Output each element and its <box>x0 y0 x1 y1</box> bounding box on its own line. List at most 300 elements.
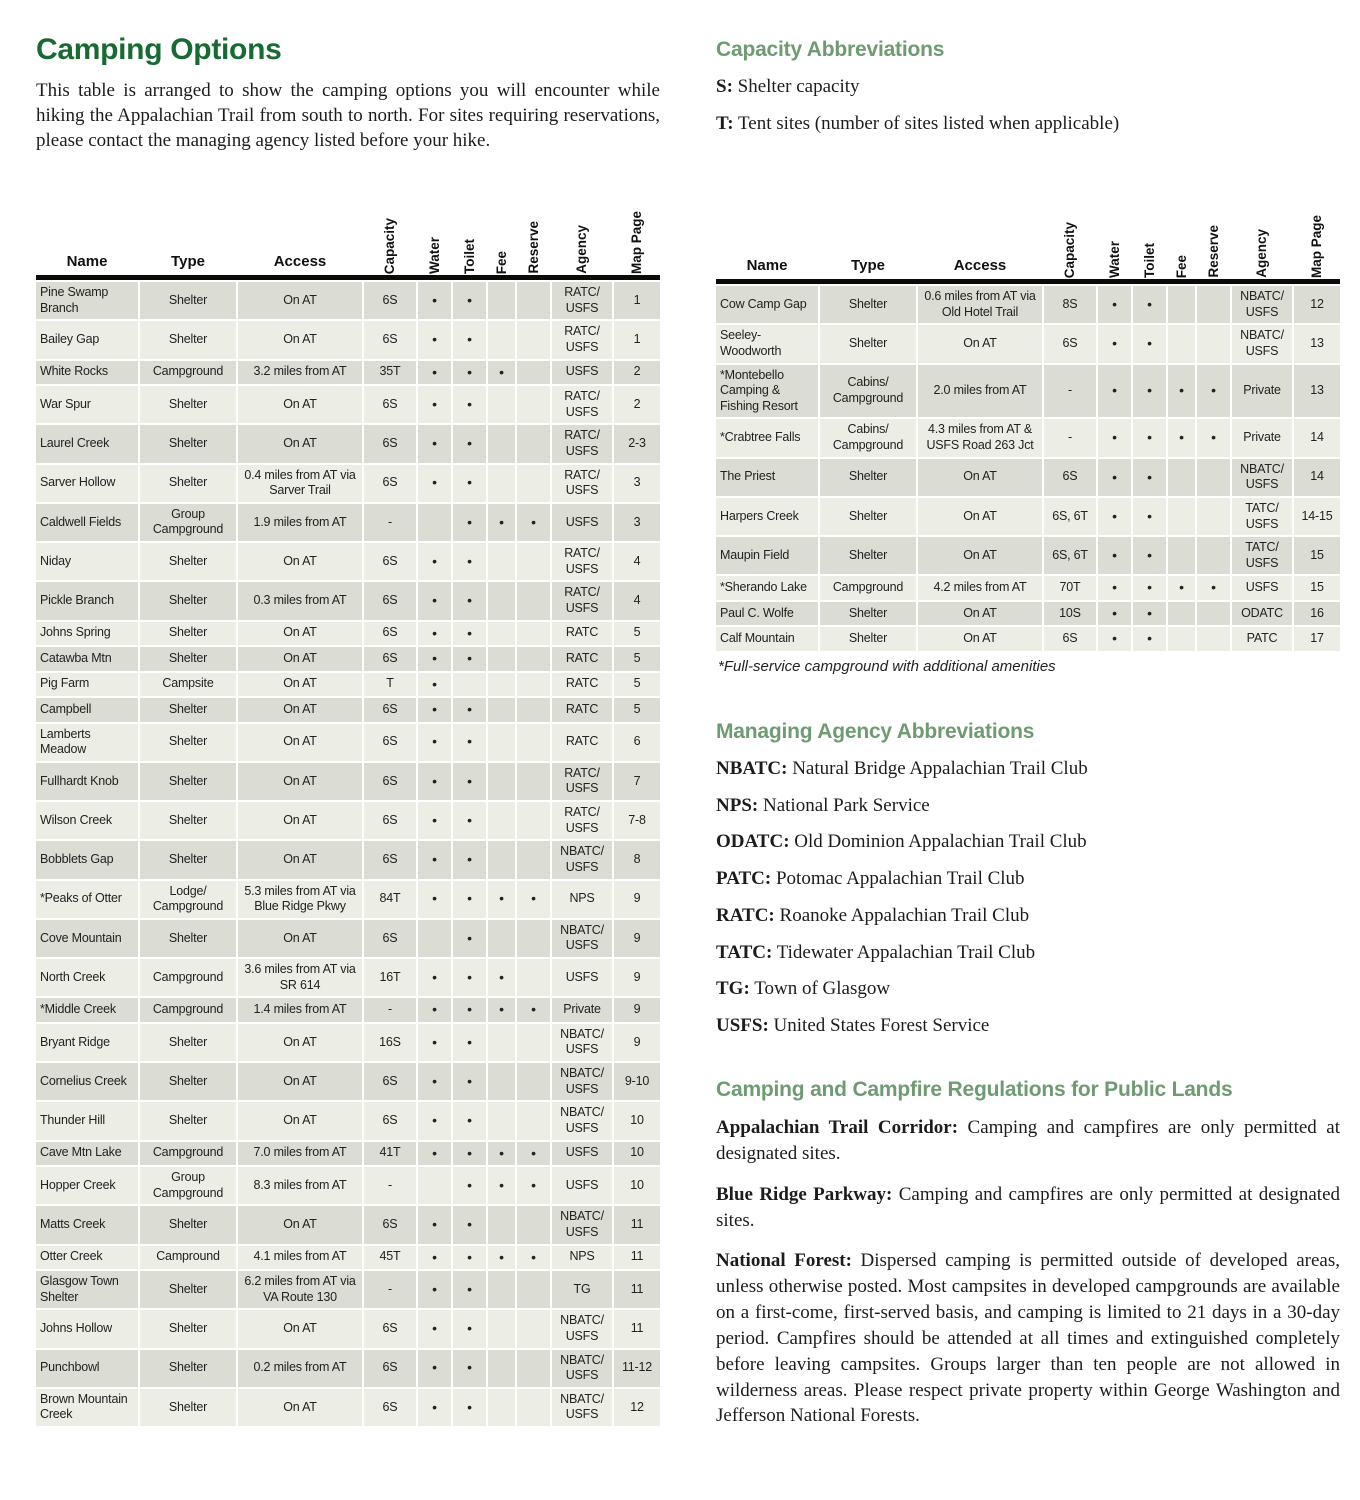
column-header-type: Type <box>171 253 205 270</box>
column-header-water <box>1098 190 1131 278</box>
table-cell-water: • <box>418 698 451 722</box>
table-cell-access: On AT <box>238 425 362 462</box>
table-cell-water: • <box>418 763 451 800</box>
table-cell-map-page: 14 <box>1294 419 1340 456</box>
table-cell-access: On AT <box>918 459 1042 496</box>
table-cell-map-page: 11-12 <box>614 1350 660 1387</box>
table-cell-reserve <box>1197 286 1230 323</box>
table-cell-agency: RATC <box>552 647 612 671</box>
table-cell-toilet: • <box>453 1389 486 1426</box>
table-cell-access: On AT <box>238 1024 362 1061</box>
table-cell-capacity: 70T <box>1044 576 1096 600</box>
table-cell-agency: NBATC/ USFS <box>552 841 612 878</box>
table-cell-capacity: 6S <box>364 763 416 800</box>
capacity-abbreviations-list <box>716 75 1340 136</box>
table-cell-map-page: 10 <box>614 1167 660 1204</box>
table-cell-type: Shelter <box>140 1350 236 1387</box>
table-cell-toilet: • <box>453 1063 486 1100</box>
table-cell-water: • <box>418 1271 451 1308</box>
column-header-access: Access <box>273 253 327 270</box>
table-cell-fee <box>488 386 515 423</box>
table-cell-reserve: • <box>517 1246 550 1270</box>
table-cell-toilet: • <box>453 321 486 358</box>
table-cell-name: Bryant Ridge <box>36 1024 138 1061</box>
table-cell-reserve <box>517 1389 550 1426</box>
table-cell-water: • <box>418 543 451 580</box>
table-cell-name: Thunder Hill <box>36 1102 138 1139</box>
table-cell-type: Shelter <box>140 1024 236 1061</box>
table-cell-capacity: - <box>364 1167 416 1204</box>
table-cell-reserve: • <box>517 504 550 541</box>
table-cell-reserve <box>517 282 550 319</box>
table-cell-map-page: 4 <box>614 582 660 619</box>
column-header-access: Access <box>953 257 1007 274</box>
table-cell-access: 7.0 miles from AT <box>238 1142 362 1166</box>
table-cell-capacity: T <box>364 673 416 697</box>
table-cell-map-page: 12 <box>614 1389 660 1426</box>
table-cell-name: *Crabtree Falls <box>716 419 818 456</box>
table-cell-fee <box>488 1310 515 1347</box>
table-cell-map-page: 14 <box>1294 459 1340 496</box>
table-cell-access: 0.6 miles from AT via Old Hotel Trail <box>918 286 1042 323</box>
table-cell-agency: NBATC/ USFS <box>552 1389 612 1426</box>
table-cell-access: On AT <box>238 673 362 697</box>
table-cell-fee: • <box>488 504 515 541</box>
table-cell-toilet: • <box>1133 459 1166 496</box>
table-cell-capacity: 6S <box>364 622 416 646</box>
table-cell-access: On AT <box>238 1102 362 1139</box>
table-cell-water: • <box>418 802 451 839</box>
table-cell-capacity: 6S <box>364 582 416 619</box>
table-cell-capacity: 6S <box>364 465 416 502</box>
table-cell-map-page: 10 <box>614 1142 660 1166</box>
table-cell-toilet: • <box>453 724 486 761</box>
right-table-header-rule <box>716 279 1340 284</box>
table-cell-type: Shelter <box>820 602 916 626</box>
table-cell-fee: • <box>488 998 515 1022</box>
table-cell-capacity: - <box>1044 419 1096 456</box>
table-cell-fee <box>488 763 515 800</box>
table-cell-map-page: 4 <box>614 543 660 580</box>
table-cell-type: Campground <box>820 576 916 600</box>
table-cell-reserve <box>517 1271 550 1308</box>
table-cell-reserve <box>517 543 550 580</box>
table-cell-fee: • <box>1168 365 1195 418</box>
table-cell-water: • <box>418 622 451 646</box>
regulation-item: Blue Ridge Parkway: Camping and campfires are only permitted at designated sites. <box>716 1183 1341 1231</box>
table-cell-toilet: • <box>453 361 486 385</box>
table-cell-map-page: 11 <box>614 1246 660 1270</box>
table-cell-water: • <box>418 1063 451 1100</box>
table-cell-access: On AT <box>918 537 1042 574</box>
table-cell-agency: RATC/ USFS <box>552 465 612 502</box>
table-cell-map-page: 5 <box>614 647 660 671</box>
table-cell-map-page: 14-15 <box>1294 498 1340 535</box>
table-cell-agency: PATC <box>1232 627 1292 651</box>
table-cell-fee <box>488 920 515 957</box>
column-header-map-page <box>1294 190 1340 278</box>
table-cell-type: Shelter <box>140 1271 236 1308</box>
table-cell-water: • <box>418 1389 451 1426</box>
agency-abbreviations-heading: Managing Agency Abbreviations <box>716 719 1035 743</box>
table-cell-water: • <box>1098 365 1131 418</box>
table-cell-name: Glasgow Town Shelter <box>36 1271 138 1308</box>
table-cell-access: On AT <box>918 602 1042 626</box>
table-cell-type: Shelter <box>140 622 236 646</box>
table-cell-toilet: • <box>453 1271 486 1308</box>
term-label: Blue Ridge Parkway: <box>716 1183 893 1205</box>
column-header-water-label: Water <box>426 236 442 274</box>
table-cell-fee <box>488 282 515 319</box>
table-cell-capacity: 6S, 6T <box>1044 537 1096 574</box>
term-label: NPS: <box>716 794 759 816</box>
table-cell-toilet: • <box>1133 286 1166 323</box>
table-cell-reserve <box>517 321 550 358</box>
table-cell-toilet: • <box>453 802 486 839</box>
table-footnote: *Full-service campground with additional amenities <box>718 657 1056 675</box>
table-cell-water: • <box>418 582 451 619</box>
term-label: USFS: <box>716 1015 769 1037</box>
table-cell-water: • <box>418 1310 451 1347</box>
table-cell-type: Cabins/ Campground <box>820 365 916 418</box>
table-cell-capacity: 6S <box>364 425 416 462</box>
table-cell-water: • <box>418 465 451 502</box>
table-cell-capacity: 6S <box>1044 627 1096 651</box>
column-header-agency <box>552 186 612 274</box>
table-cell-map-page: 1 <box>614 321 660 358</box>
table-cell-water <box>418 920 451 957</box>
definition-item: NBATC: Natural Bridge Appalachian Trail Club <box>716 757 1088 779</box>
table-cell-agency: NBATC/ USFS <box>552 1102 612 1139</box>
table-cell-fee: • <box>488 361 515 385</box>
table-cell-access: On AT <box>238 622 362 646</box>
table-cell-capacity: 6S <box>364 543 416 580</box>
column-header-toilet <box>1133 190 1166 278</box>
table-cell-capacity: 6S <box>364 386 416 423</box>
table-cell-access: On AT <box>238 763 362 800</box>
table-cell-toilet: • <box>453 582 486 619</box>
column-header-agency-label: Agency <box>574 225 590 274</box>
column-header-map-page <box>614 186 660 274</box>
table-cell-capacity: 10S <box>1044 602 1096 626</box>
table-cell-agency: RATC/ USFS <box>552 282 612 319</box>
regulations-list <box>716 1115 1340 1429</box>
table-cell-toilet: • <box>453 1310 486 1347</box>
table-cell-name: Cow Camp Gap <box>716 286 818 323</box>
table-cell-toilet: • <box>453 841 486 878</box>
table-cell-fee <box>1168 537 1195 574</box>
column-header-reserve <box>1197 190 1230 278</box>
table-cell-map-page: 5 <box>614 698 660 722</box>
table-cell-toilet: • <box>453 1142 486 1166</box>
table-cell-reserve <box>517 425 550 462</box>
table-cell-fee <box>1168 459 1195 496</box>
table-cell-access: On AT <box>918 325 1042 362</box>
table-cell-reserve <box>517 673 550 697</box>
table-cell-water: • <box>418 673 451 697</box>
table-cell-fee <box>488 425 515 462</box>
table-cell-capacity: 6S <box>1044 325 1096 362</box>
table-cell-reserve <box>517 1024 550 1061</box>
capacity-abbreviations-block <box>716 38 1340 190</box>
table-cell-water: • <box>1098 286 1131 323</box>
table-cell-toilet: • <box>453 1206 486 1243</box>
table-cell-access: On AT <box>238 321 362 358</box>
table-cell-reserve: • <box>1197 419 1230 456</box>
table-cell-access: 5.3 miles from AT via Blue Ridge Pkwy <box>238 881 362 918</box>
table-cell-fee <box>488 647 515 671</box>
table-cell-name: Seeley-Woodworth <box>716 325 818 362</box>
table-cell-name: Lamberts Meadow <box>36 724 138 761</box>
table-cell-agency: USFS <box>552 1142 612 1166</box>
table-cell-fee: • <box>488 1246 515 1270</box>
table-cell-fee <box>488 1350 515 1387</box>
term-label: ODATC: <box>716 831 790 853</box>
table-cell-fee: • <box>488 881 515 918</box>
table-cell-fee <box>488 1024 515 1061</box>
table-cell-access: On AT <box>238 724 362 761</box>
table-cell-toilet: • <box>453 425 486 462</box>
column-header-name: Name <box>746 257 788 274</box>
table-cell-water: • <box>418 841 451 878</box>
table-cell-water <box>418 504 451 541</box>
table-cell-capacity: 6S <box>364 841 416 878</box>
table-cell-map-page: 9 <box>614 920 660 957</box>
table-cell-reserve <box>517 1206 550 1243</box>
table-cell-type: Shelter <box>140 582 236 619</box>
table-cell-name: White Rocks <box>36 361 138 385</box>
table-cell-type: Campround <box>140 1246 236 1270</box>
table-cell-capacity: - <box>364 1271 416 1308</box>
table-cell-agency: USFS <box>552 1167 612 1204</box>
table-cell-water: • <box>1098 576 1131 600</box>
table-cell-name: North Creek <box>36 959 138 996</box>
definition-item: TATC: Tidewater Appalachian Trail Club <box>716 941 1036 963</box>
table-cell-reserve: • <box>517 881 550 918</box>
table-cell-agency: USFS <box>552 959 612 996</box>
column-header-capacity <box>1044 190 1096 278</box>
table-cell-map-page: 10 <box>614 1102 660 1139</box>
column-header-fee-label: Fee <box>493 250 509 274</box>
table-cell-map-page: 1 <box>614 282 660 319</box>
table-cell-map-page: 7 <box>614 763 660 800</box>
table-cell-map-page: 11 <box>614 1206 660 1243</box>
table-cell-reserve <box>1197 498 1230 535</box>
table-cell-fee <box>1168 602 1195 626</box>
table-cell-capacity: 6S <box>364 1310 416 1347</box>
table-cell-access: On AT <box>238 543 362 580</box>
table-cell-access: 8.3 miles from AT <box>238 1167 362 1204</box>
table-cell-map-page: 15 <box>1294 537 1340 574</box>
left-table-header <box>36 186 660 274</box>
table-cell-reserve: • <box>517 1142 550 1166</box>
table-cell-name: *Sherando Lake <box>716 576 818 600</box>
table-cell-water <box>418 1167 451 1204</box>
left-intro-block <box>36 34 660 186</box>
table-cell-access: On AT <box>238 282 362 319</box>
table-cell-type: Shelter <box>140 647 236 671</box>
table-cell-reserve <box>517 802 550 839</box>
table-cell-toilet: • <box>453 1102 486 1139</box>
table-cell-reserve <box>517 724 550 761</box>
table-cell-agency: NBATC/ USFS <box>552 1310 612 1347</box>
table-cell-fee <box>488 1063 515 1100</box>
definition-item: PATC: Potomac Appalachian Trail Club <box>716 868 1025 890</box>
table-cell-toilet: • <box>453 920 486 957</box>
camping-table-right <box>716 286 1340 651</box>
column-header-name: Name <box>66 253 108 270</box>
column-header-agency-label: Agency <box>1254 229 1270 278</box>
table-cell-access: On AT <box>238 386 362 423</box>
table-cell-name: Bailey Gap <box>36 321 138 358</box>
table-cell-reserve <box>1197 602 1230 626</box>
column-header-reserve-label: Reserve <box>525 221 541 274</box>
table-cell-reserve <box>517 622 550 646</box>
table-cell-fee <box>488 724 515 761</box>
table-cell-reserve <box>517 763 550 800</box>
table-cell-agency: RATC/ USFS <box>552 425 612 462</box>
table-cell-fee <box>1168 286 1195 323</box>
table-cell-water: • <box>418 881 451 918</box>
left-column <box>36 34 660 1444</box>
regulations-heading: Camping and Campfire Regulations for Public Lands <box>716 1077 1233 1101</box>
table-cell-fee <box>1168 325 1195 362</box>
table-cell-agency: RATC <box>552 622 612 646</box>
column-header-capacity-label: Capacity <box>1062 221 1078 278</box>
term-label: S: <box>716 76 733 98</box>
column-header-water-label: Water <box>1106 240 1122 278</box>
table-cell-reserve <box>517 698 550 722</box>
table-cell-name: Pickle Branch <box>36 582 138 619</box>
table-cell-access: 2.0 miles from AT <box>918 365 1042 418</box>
table-cell-access: On AT <box>238 802 362 839</box>
table-cell-name: *Middle Creek <box>36 998 138 1022</box>
table-cell-toilet: • <box>453 1246 486 1270</box>
table-cell-name: Caldwell Fields <box>36 504 138 541</box>
column-header-fee <box>488 186 515 274</box>
table-cell-fee: • <box>488 959 515 996</box>
table-cell-toilet: • <box>1133 602 1166 626</box>
table-cell-type: Campsite <box>140 673 236 697</box>
table-cell-capacity: 6S <box>364 1063 416 1100</box>
table-cell-capacity: - <box>1044 365 1096 418</box>
table-cell-toilet: • <box>1133 537 1166 574</box>
table-cell-fee <box>488 465 515 502</box>
table-cell-type: Shelter <box>140 386 236 423</box>
table-cell-toilet <box>453 673 486 697</box>
table-cell-name: Johns Spring <box>36 622 138 646</box>
table-cell-access: 0.2 miles from AT <box>238 1350 362 1387</box>
table-cell-name: War Spur <box>36 386 138 423</box>
table-cell-name: Bobblets Gap <box>36 841 138 878</box>
table-cell-type: Shelter <box>140 282 236 319</box>
table-cell-reserve <box>517 1350 550 1387</box>
table-cell-name: Catawba Mtn <box>36 647 138 671</box>
regulation-item: Appalachian Trail Corridor: Camping and campfires are only permitted at designated sites. <box>716 1117 1340 1164</box>
table-cell-agency: RATC <box>552 673 612 697</box>
agency-abbreviations-list <box>716 757 1340 1038</box>
table-cell-fee <box>488 543 515 580</box>
table-cell-toilet: • <box>1133 325 1166 362</box>
table-cell-name: Pig Farm <box>36 673 138 697</box>
table-cell-capacity: 35T <box>364 361 416 385</box>
column-header-fee-label: Fee <box>1173 254 1189 278</box>
table-cell-name: Punchbowl <box>36 1350 138 1387</box>
table-cell-water: • <box>418 647 451 671</box>
table-cell-water: • <box>418 998 451 1022</box>
table-cell-agency: USFS <box>552 504 612 541</box>
table-cell-agency: Private <box>1232 365 1292 418</box>
table-cell-reserve: • <box>1197 576 1230 600</box>
column-header-fee <box>1168 190 1195 278</box>
table-cell-type: Shelter <box>820 627 916 651</box>
table-cell-name: Cove Mountain <box>36 920 138 957</box>
table-cell-type: Shelter <box>140 724 236 761</box>
regulations-block <box>716 1078 1340 1429</box>
table-cell-agency: NBATC/ USFS <box>1232 325 1292 362</box>
table-cell-toilet: • <box>453 622 486 646</box>
table-cell-capacity: 6S <box>364 647 416 671</box>
table-cell-access: 3.2 miles from AT <box>238 361 362 385</box>
table-cell-reserve <box>1197 459 1230 496</box>
regulation-item: National Forest: Dispersed camping is permitted outside of developed areas, unless otherwise posted. Most campsites in developed campgrounds are available on a first-come, first-served basis, and camping is limited to 21 days in a 30-day period. Campfires should be attended at all times and extinguished completely before leaving campsites. Groups larger than ten people are not allowed in wilderness areas. Please respect private property within George Washington and Jefferson National Forests. <box>716 1250 1340 1427</box>
column-header-toilet <box>453 186 486 274</box>
table-cell-agency: NPS <box>552 881 612 918</box>
table-cell-water: • <box>418 425 451 462</box>
table-cell-type: Shelter <box>140 1389 236 1426</box>
table-cell-map-page: 7-8 <box>614 802 660 839</box>
table-cell-type: Shelter <box>140 1310 236 1347</box>
table-cell-capacity: 6S <box>364 920 416 957</box>
table-cell-access: 4.1 miles from AT <box>238 1246 362 1270</box>
table-cell-type: Shelter <box>140 1063 236 1100</box>
table-cell-name: The Priest <box>716 459 818 496</box>
column-header-toilet-label: Toilet <box>1141 243 1157 278</box>
table-cell-agency: RATC/ USFS <box>552 763 612 800</box>
table-cell-capacity: 16T <box>364 959 416 996</box>
table-cell-type: Shelter <box>140 321 236 358</box>
table-cell-reserve: • <box>517 1167 550 1204</box>
table-cell-fee <box>488 1206 515 1243</box>
term-label: National Forest: <box>716 1250 852 1272</box>
table-cell-water: • <box>418 724 451 761</box>
table-cell-water: • <box>1098 602 1131 626</box>
table-cell-reserve <box>517 1102 550 1139</box>
table-cell-capacity: 16S <box>364 1024 416 1061</box>
table-cell-capacity: 6S <box>364 698 416 722</box>
table-cell-capacity: 6S <box>364 1206 416 1243</box>
table-cell-name: Wilson Creek <box>36 802 138 839</box>
table-cell-water: • <box>418 282 451 319</box>
table-cell-name: Matts Creek <box>36 1206 138 1243</box>
table-cell-fee <box>488 622 515 646</box>
table-cell-agency: RATC/ USFS <box>552 321 612 358</box>
table-cell-name: Brown Mountain Creek <box>36 1389 138 1426</box>
column-header-map-page-label: Map Page <box>1309 214 1325 278</box>
table-cell-name: Campbell <box>36 698 138 722</box>
right-table-header <box>716 190 1340 278</box>
page-title: Camping Options <box>36 33 282 66</box>
table-cell-name: Maupin Field <box>716 537 818 574</box>
table-cell-access: On AT <box>918 627 1042 651</box>
table-cell-toilet: • <box>1133 576 1166 600</box>
table-cell-type: Campground <box>140 361 236 385</box>
table-cell-agency: USFS <box>552 361 612 385</box>
table-cell-water: • <box>418 959 451 996</box>
table-cell-capacity: 6S <box>364 1389 416 1426</box>
table-cell-name: Harpers Creek <box>716 498 818 535</box>
table-cell-access: On AT <box>238 1389 362 1426</box>
